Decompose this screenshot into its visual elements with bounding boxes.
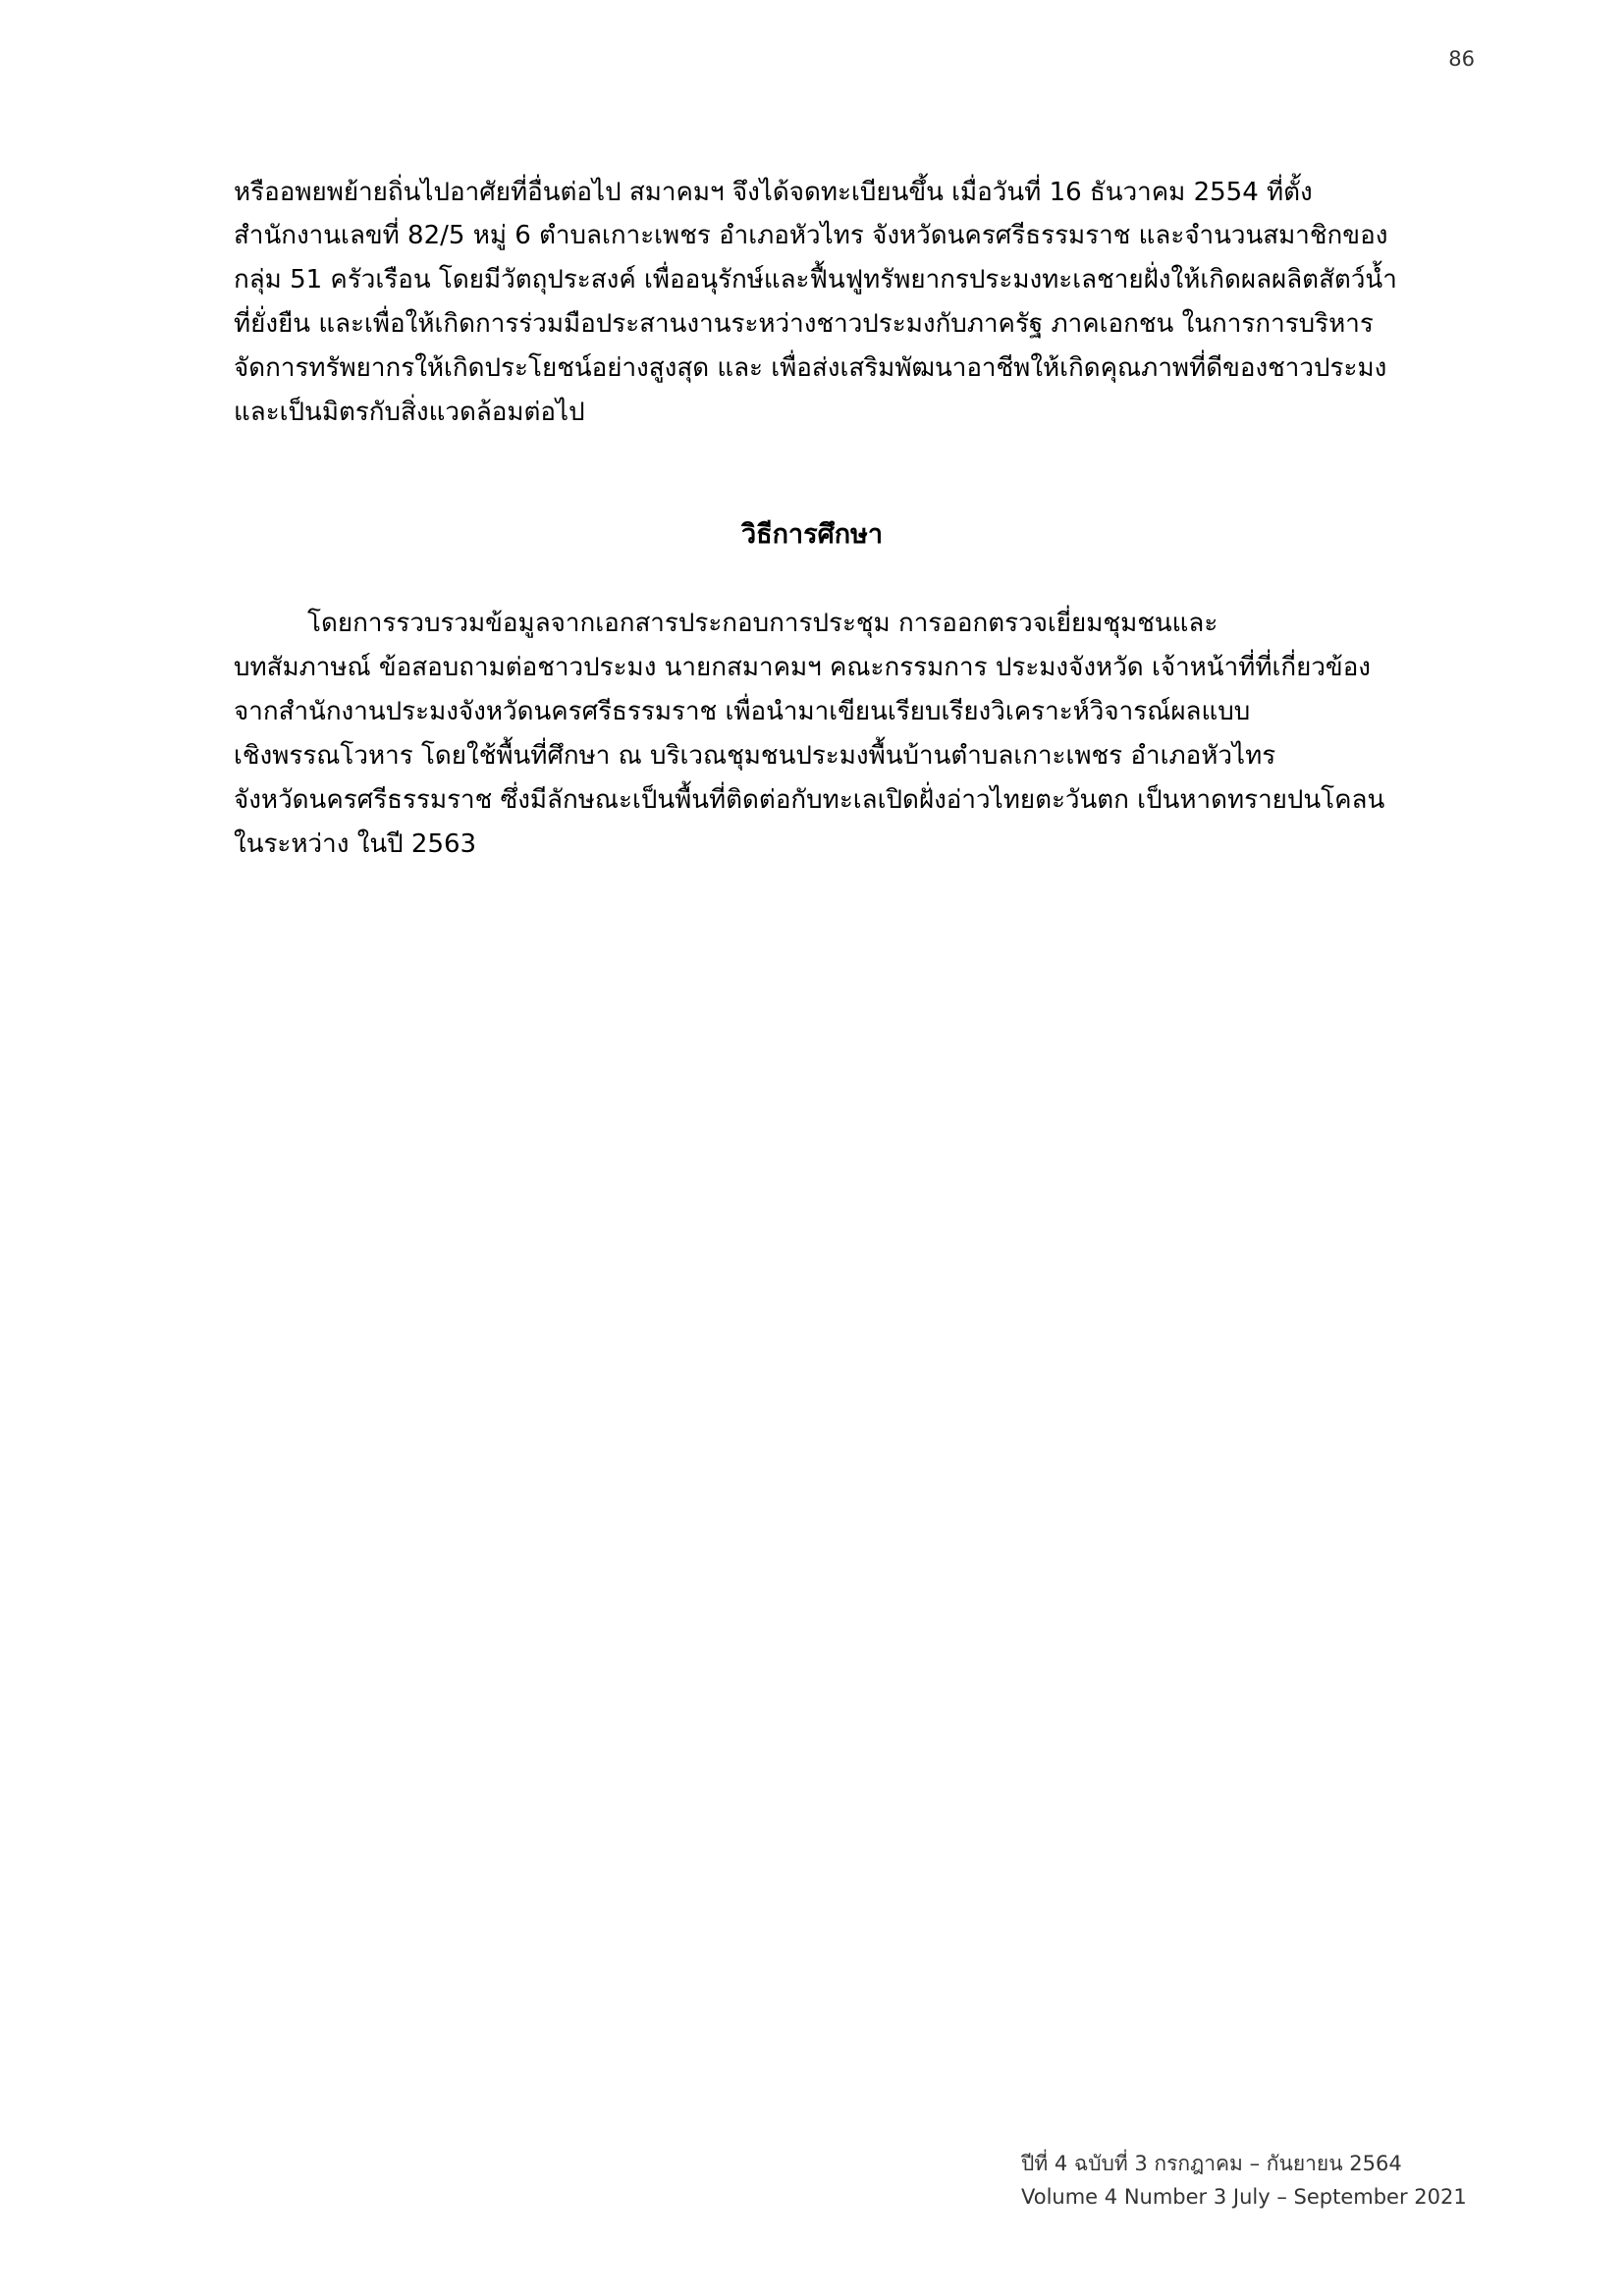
paragraph-line: โดยการรวบรวมข้อมูลจากเอกสารประกอบการประชุม การออกตรวจเยี่ยมชุมชนและ bbox=[307, 609, 1218, 638]
paragraph-line: กลุ่ม 51 ครัวเรือน โดยมีวัตถุประสงค์ เพื่ออนุรักษ์และฟื้นฟูทรัพยากรประมงทะเลชายฝั่งให้เกิดผลผลิตสัตว์น้ำ bbox=[234, 265, 1397, 294]
paragraph-line: หรืออพยพย้ายถิ่นไปอาศัยที่อื่นต่อไป สมาคมฯ จึงได้จดทะเบียนขึ้น เมื่อวันที่ 16 ธันวาคม 2554 ที่ตั้ง bbox=[234, 178, 1313, 207]
page-number: 86 bbox=[1448, 47, 1475, 71]
paragraph-line: ในระหว่าง ในปี 2563 bbox=[234, 829, 477, 859]
paragraph-line: บทสัมภาษณ์ ข้อสอบถามต่อชาวประมง นายกสมาคมฯ คณะกรรมการ ประมงจังหวัด เจ้าหน้าที่ที่เกี่ยวข้อง bbox=[234, 653, 1372, 682]
paragraph-line: จัดการทรัพยากรให้เกิดประโยชน์อย่างสูงสุด และ เพื่อส่งเสริมพัฒนาอาชีพให้เกิดคุณภาพที่ดีของชาวประมง bbox=[234, 353, 1387, 383]
paragraph-line: และเป็นมิตรกับสิ่งแวดล้อมต่อไป bbox=[234, 398, 585, 427]
section-heading: วิธีการศึกษา bbox=[740, 519, 884, 550]
paragraph-line: จังหวัดนครศรีธรรมราช ซึ่งมีลักษณะเป็นพื้นที่ติดต่อกับทะเลเปิดฝั่งอ่าวไทยตะวันตก เป็นหาดทรายปนโคลน bbox=[234, 785, 1385, 815]
paragraph-line: สำนักงานเลขที่ 82/5 หมู่ 6 ตำบลเกาะเพชร อำเภอหัวไทร จังหวัดนครศรีธรรมราช และจำนวนสมาชิกของ bbox=[234, 221, 1388, 250]
paragraph-line: ที่ยั่งยืน และเพื่อให้เกิดการร่วมมือประสานงานระหว่างชาวประมงกับภาครัฐ ภาคเอกชน ในการการบริหาร bbox=[234, 309, 1374, 339]
footer-thai-issue: ปีที่ 4 ฉบับที่ 3 กรกฎาคม – กันยายน 2564 bbox=[1021, 2152, 1402, 2175]
paragraph-line: จากสำนักงานประมงจังหวัดนครศรีธรรมราช เพื่อนำมาเขียนเรียบเรียงวิเคราะห์วิจารณ์ผลแบบ bbox=[234, 697, 1251, 726]
paragraph-line: เชิงพรรณโวหาร โดยใช้พื้นที่ศึกษา ณ บริเวณชุมชนประมงพื้นบ้านตำบลเกาะเพชร อำเภอหัวไทร bbox=[234, 741, 1276, 771]
footer-english-issue: Volume 4 Number 3 July – September 2021 bbox=[1021, 2185, 1467, 2209]
